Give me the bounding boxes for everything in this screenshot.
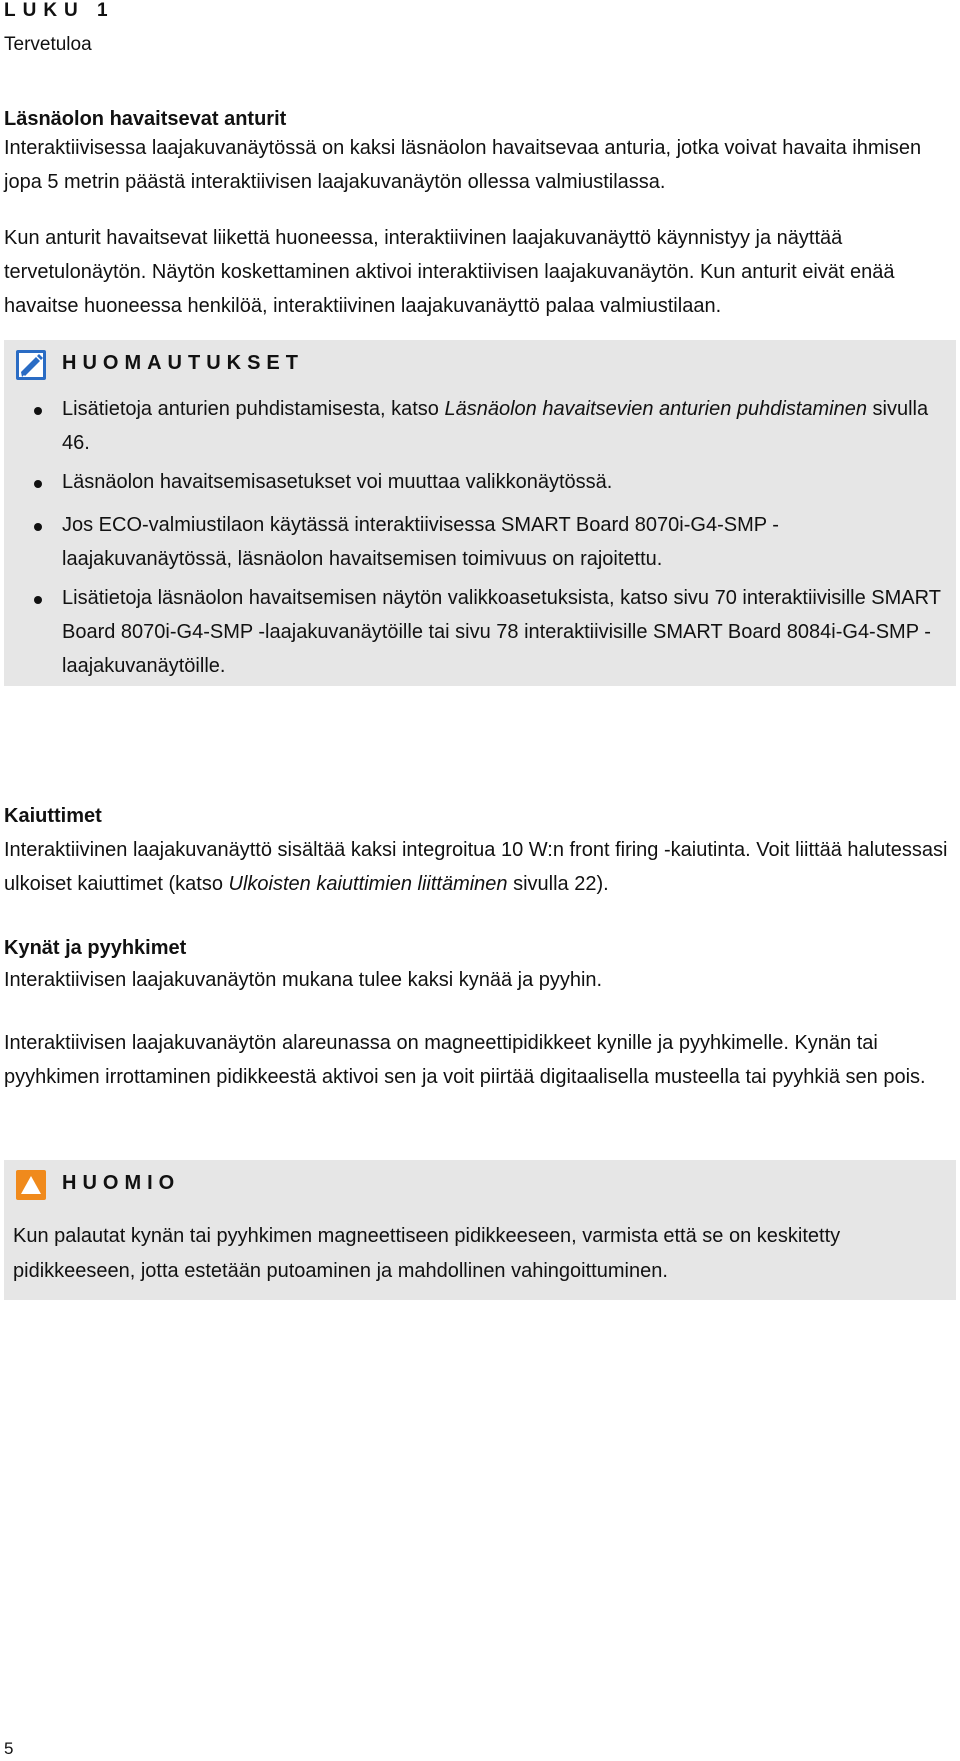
warning-icon [16, 1170, 46, 1200]
pens-paragraph-2: Interaktiivisen laajakuvanäytön alareunassa on magneettipidikkeet kynille ja pyyhkimelle. Kynän tai pyyhkimen irrottaminen pidikkeestä aktivoi sen ja voit piirtää digitaalisella musteella tai pyyhkiä sen pois. [4, 1032, 926, 1088]
note-item: Läsnäolon havaitsemisasetukset voi muuttaa valikkonäytössä. [62, 471, 613, 493]
bullet-icon [34, 407, 42, 415]
bullet-icon [34, 523, 42, 531]
speakers-heading: Kaiuttimet [4, 805, 102, 827]
note-item: Lisätietoja läsnäolon havaitsemisen näytön valikkoasetuksista, katso sivu 70 interaktiivisille SMART Board 8070i-G4-SMP -laajakuvanäytöille tai sivu 78 interaktiivisille SMART Board 8084i-G4-SMP -laajakuvanäytöille. [62, 587, 941, 677]
note-item: Jos ECO-valmiustilaon käytässä interaktiivisessa SMART Board 8070i-G4-SMP -laajakuvanäytössä, läsnäolon havaitsemisen toimivuus on rajoitettu. [62, 514, 779, 570]
chapter-label: LUKU 1 [4, 0, 115, 21]
pencil-note-icon [16, 350, 46, 380]
caution-text: Kun palautat kynän tai pyyhkimen magneettiseen pidikkeeseen, varmista että se on keskitetty pidikkeeseen, jotta estetään putoaminen ja mahdollinen vahingoittuminen. [13, 1225, 841, 1282]
caution-box [4, 1160, 956, 1300]
note-item: Lisätietoja anturien puhdistamisesta, katso Läsnäolon havaitsevien anturien puhdistaminen sivulla 46. [62, 398, 929, 454]
page-number: 5 [4, 1739, 14, 1758]
presence-paragraph-2: Kun anturit havaitsevat liikettä huoneessa, interaktiivinen laajakuvanäyttö käynnistyy ja näyttää tervetulonäytön. Näytön koskettaminen aktivoi interaktiivisen laajakuvanäytön. Kun anturit eivät enää havaitse huoneessa henkilöä, interaktiivinen laajakuvanäyttö palaa valmiustilaan. [4, 227, 895, 317]
bullet-icon [34, 480, 42, 488]
note-link: Läsnäolon havaitsevien anturien puhdistaminen [444, 398, 867, 420]
speakers-link: Ulkoisten kaiuttimien liittäminen [228, 873, 508, 895]
notes-box [4, 340, 956, 686]
presence-heading: Läsnäolon havaitsevat anturit [4, 108, 287, 130]
bullet-icon [34, 596, 42, 604]
notes-title: HUOMAUTUKSET [62, 352, 304, 374]
section-label: Tervetuloa [4, 34, 92, 55]
pens-heading: Kynät ja pyyhkimet [4, 937, 187, 959]
presence-paragraph-1: Interaktiivisessa laajakuvanäytössä on kaksi läsnäolon havaitsevaa anturia, jotka voivat havaita ihmisen jopa 5 metrin päästä interaktiivisen laajakuvanäytön ollessa valmiustilassa. [4, 137, 922, 193]
caution-title: HUOMIO [62, 1172, 181, 1194]
speakers-paragraph: Interaktiivinen laajakuvanäyttö sisältää kaksi integroitua 10 W:n front firing -kaiutinta. Voit liittää halutessasi ulkoiset kaiuttimet (katso Ulkoisten kaiuttimien liittäminen sivulla 22). [4, 839, 948, 895]
pens-paragraph-1: Interaktiivisen laajakuvanäytön mukana tulee kaksi kynää ja pyyhin. [4, 969, 603, 991]
